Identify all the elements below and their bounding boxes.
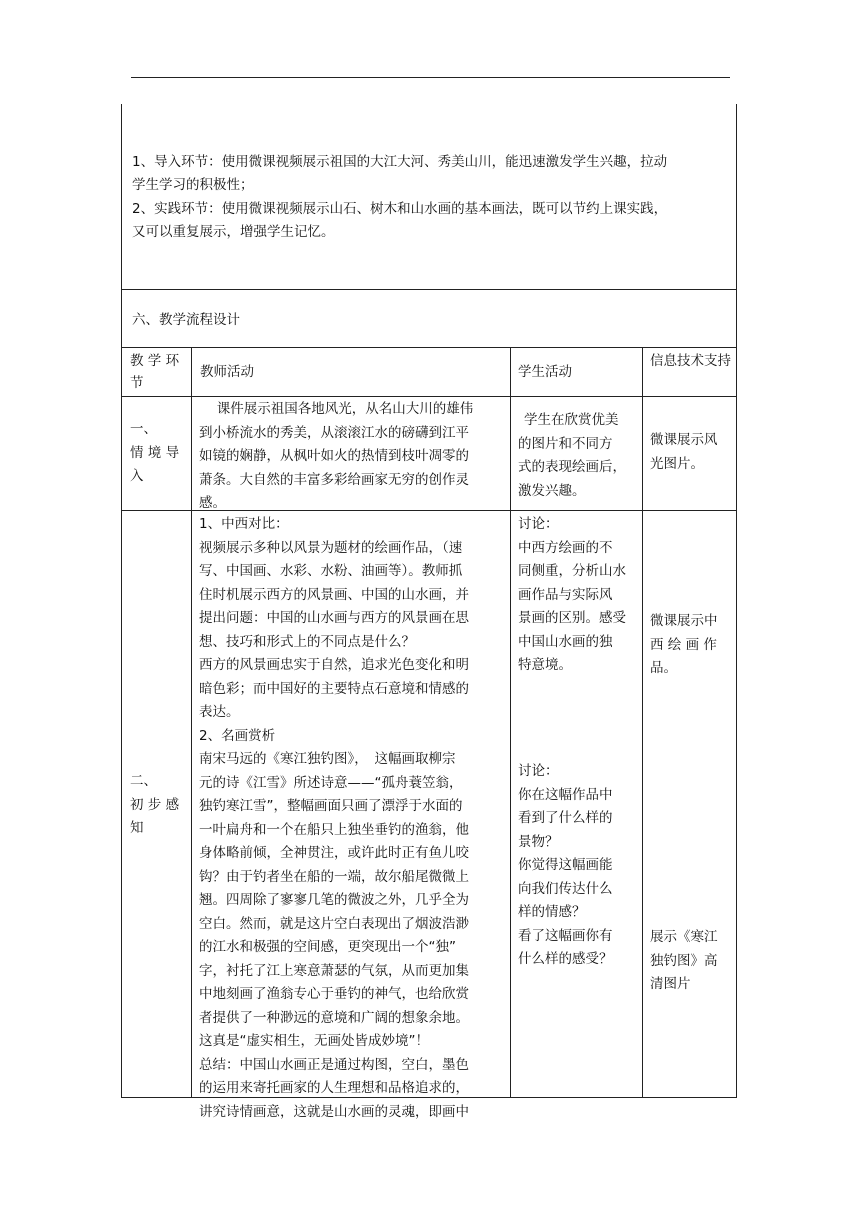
tech-line: 微课展示风 bbox=[650, 432, 718, 448]
student-line: 景画的区别。感受 bbox=[518, 610, 626, 626]
row1-student bbox=[518, 409, 640, 503]
teacher-line: 课件展示祖国各地风光，从名山大川的雄伟 bbox=[199, 401, 474, 417]
intro-text bbox=[132, 151, 732, 245]
teacher-line: 提出问题：中国的山水画与西方的风景画在思 bbox=[199, 610, 469, 626]
row1-teacher bbox=[199, 398, 507, 516]
teacher-line: 到小桥流水的秀美，从滚滚江水的磅礴到江平 bbox=[199, 424, 469, 441]
tech-line: 微课展示中 bbox=[650, 613, 718, 629]
tech-line: 独钓图》高 bbox=[650, 952, 718, 969]
stage-line: 入 bbox=[130, 468, 144, 484]
student-line: 看了这幅画你有 bbox=[518, 927, 613, 944]
section-title: 六、教学流程设计 bbox=[132, 312, 240, 328]
header-teacher: 教师活动 bbox=[200, 364, 254, 380]
student-line: 激发兴趣。 bbox=[518, 482, 586, 499]
intro-line: 学生学习的积极性； bbox=[132, 177, 254, 194]
teacher-line: 表达。 bbox=[199, 704, 240, 720]
table-col-divider bbox=[642, 347, 643, 1097]
tech-line: 展示《寒江 bbox=[650, 929, 718, 945]
teacher-line: 一叶扁舟和一个在船只上独坐垂钓的渔翁，他 bbox=[199, 821, 469, 838]
student-line: 你在这幅作品中 bbox=[518, 786, 613, 803]
header-student: 学生活动 bbox=[518, 364, 572, 380]
teacher-line: 的江水和极强的空间感，更突现出一个“独” bbox=[199, 939, 456, 955]
row1-stage bbox=[130, 418, 190, 489]
header-stage-label: 教 学 环 节 bbox=[130, 353, 180, 391]
teacher-line: 翘。四周除了寥寥几笔的微波之外，几乎全为 bbox=[199, 892, 469, 908]
teacher-line: 感。 bbox=[199, 495, 226, 511]
intro-line: 1、导入环节：使用微课视频展示祖国的大江大河、秀美山川，能迅速激发学生兴趣，拉动 bbox=[132, 154, 668, 170]
teacher-line: 住时机展示西方的风景画、中国的山水画，并 bbox=[199, 586, 469, 603]
row1-tech bbox=[650, 429, 732, 476]
table-line bbox=[121, 347, 737, 348]
student-line: 讨论： bbox=[518, 516, 559, 532]
tech-line: 品。 bbox=[650, 660, 677, 676]
student-line: 样的情感？ bbox=[518, 904, 586, 920]
table-line bbox=[121, 289, 737, 290]
stage-line: 初 步 感 bbox=[130, 796, 180, 813]
teacher-line: 元的诗《江雪》所述诗意——“孤舟蓑笠翁， bbox=[199, 774, 463, 791]
table-col-divider bbox=[510, 347, 511, 1097]
student-line: 你觉得这幅画能 bbox=[518, 857, 613, 873]
row2-tech-2 bbox=[650, 926, 732, 997]
tech-line: 清图片 bbox=[650, 976, 691, 992]
teacher-line: 南宋马远的《寒江独钓图》， 这幅画取柳宗 bbox=[199, 751, 456, 767]
teacher-line: 讲究诗情画意，这就是山水画的灵魂，即画中 bbox=[199, 1103, 469, 1120]
stage-line: 情 境 导 bbox=[130, 444, 180, 461]
intro-line: 又可以重复展示，增强学生记忆。 bbox=[132, 224, 335, 241]
header-tech-label: 信息技术支持 bbox=[650, 353, 731, 369]
teacher-line: 1、中西对比： bbox=[199, 516, 289, 532]
row2-teacher bbox=[199, 513, 507, 1124]
teacher-line: 暗色彩；而中国好的主要特点石意境和情感的 bbox=[199, 680, 469, 697]
teacher-line: 2、名画赏析 bbox=[199, 727, 276, 744]
row2-student-discussion-2 bbox=[518, 760, 640, 972]
student-line: 式的表现绘画后， bbox=[518, 459, 626, 475]
teacher-line: 如镜的娴静，从枫叶如火的热情到枝叶凋零的 bbox=[199, 448, 469, 464]
student-line: 什么样的感受？ bbox=[518, 951, 613, 967]
stage-line: 二、 bbox=[130, 773, 157, 789]
student-line: 的图片和不同方 bbox=[518, 435, 613, 452]
teacher-line: 想、技巧和形式上的不同点是什么？ bbox=[199, 633, 415, 650]
teacher-line: 者提供了一种渺远的意境和广阔的想象余地。 bbox=[199, 1009, 469, 1026]
stage-line: 一、 bbox=[130, 421, 157, 437]
row2-student-discussion-1 bbox=[518, 513, 640, 678]
row2-tech-1 bbox=[650, 610, 732, 681]
teacher-line: 西方的风景画忠实于自然，追求光色变化和明 bbox=[199, 657, 469, 673]
table-col-divider bbox=[191, 347, 192, 1097]
teacher-line: 写、中国画、水彩、水粉、油画等）。教师抓 bbox=[199, 563, 463, 579]
teacher-line: 总结：中国山水画正是通过构图，空白，墨色 bbox=[199, 1056, 469, 1073]
teacher-line: 中地刻画了渔翁专心于垂钓的神气，也给欣赏 bbox=[199, 986, 469, 1002]
teacher-line: 视频展示多种以风景为题材的绘画作品，（速 bbox=[199, 539, 463, 556]
intro-line: 2、实践环节：使用微课视频展示山石、树木和山水画的基本画法，既可以节约上课实践， bbox=[132, 200, 668, 217]
student-line: 向我们传达什么 bbox=[518, 880, 613, 897]
teacher-line: 萧条。大自然的丰富多彩给画家无穷的创作灵 bbox=[199, 471, 469, 488]
student-line: 画作品与实际风 bbox=[518, 586, 613, 603]
table-border-left bbox=[121, 104, 122, 1097]
row2-stage bbox=[130, 770, 190, 841]
student-line: 景物？ bbox=[518, 833, 559, 850]
header-stage bbox=[130, 350, 186, 394]
teacher-line: 这真是“虚实相生，无画处皆成妙境”！ bbox=[199, 1033, 429, 1049]
teacher-line: 的运用来寄托画家的人生理想和品格追求的， bbox=[199, 1080, 469, 1096]
student-line: 中西方绘画的不 bbox=[518, 539, 613, 556]
teacher-line: 空白。然而，就是这片空白表现出了烟波浩渺 bbox=[199, 915, 469, 932]
table-line bbox=[121, 396, 737, 397]
tech-line: 西 绘 画 作 bbox=[650, 636, 717, 653]
header-tech bbox=[650, 350, 732, 372]
student-line: 讨论： bbox=[518, 763, 559, 779]
teacher-line: 钩？由于钓者坐在船的一端，故尔船尾微微上 bbox=[199, 868, 469, 885]
teacher-line: 字，衬托了江上寒意萧瑟的气氛，从而更加集 bbox=[199, 962, 469, 979]
student-line: 特意境。 bbox=[518, 657, 572, 673]
student-line: 学生在欣赏优美 bbox=[524, 412, 619, 428]
student-line: 看到了什么样的 bbox=[518, 810, 613, 826]
teacher-line: 独钓寒江雪”，整幅画面只画了漂浮于水面的 bbox=[199, 798, 463, 814]
student-line: 同侧重，分析山水 bbox=[518, 563, 626, 579]
tech-line: 光图片。 bbox=[650, 455, 704, 472]
header-rule bbox=[131, 77, 730, 78]
table-border-right bbox=[736, 104, 737, 1097]
teacher-line: 身体略前倾，全神贯注，或许此时正有鱼儿咬 bbox=[199, 845, 469, 861]
stage-line: 知 bbox=[130, 820, 144, 836]
student-line: 中国山水画的独 bbox=[518, 633, 613, 650]
